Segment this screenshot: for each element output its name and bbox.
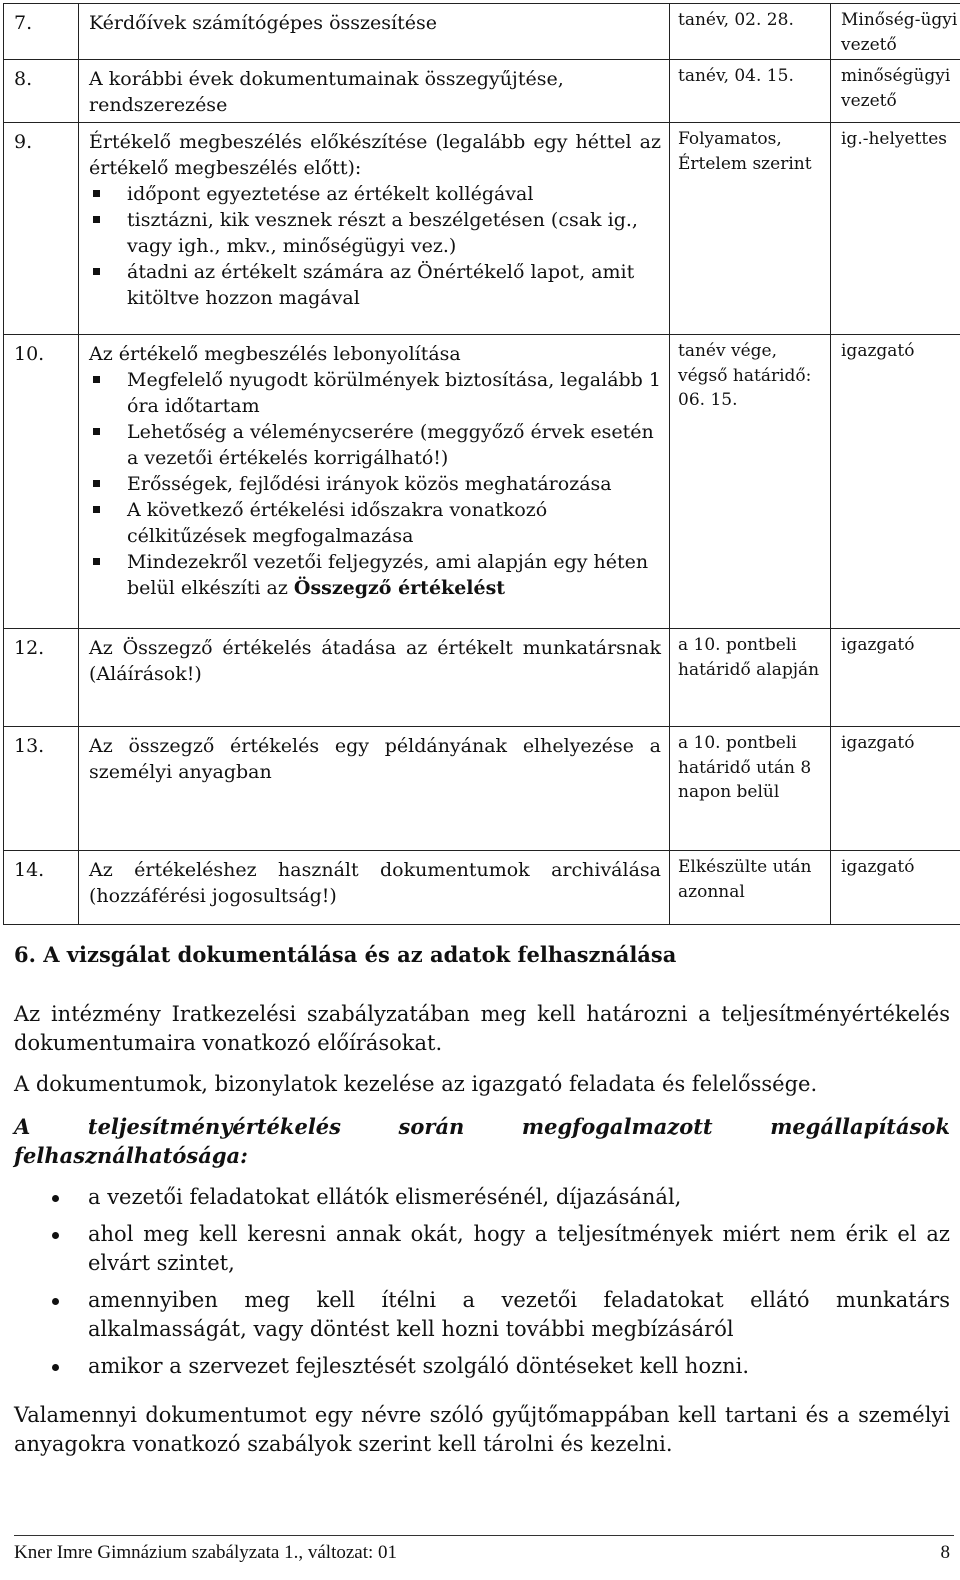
row-number: 10.: [4, 335, 79, 629]
schedule-table: [3, 3, 960, 925]
list-item: [14, 1352, 950, 1381]
list-item: [14, 1286, 950, 1344]
task-bullet-list: [89, 367, 661, 601]
list-item-text: Lehetőség a véleménycserére (meggyőző érvek esetén a vezetői értékelés korrigálható!): [127, 421, 654, 469]
table-row: [4, 4, 960, 60]
table-row: [4, 335, 960, 629]
section-heading: 6. A vizsgálat dokumentálása és az adatok felhasználása: [14, 942, 677, 967]
task-cell: A korábbi évek dokumentumainak összegyűjtése, rendszerezése: [79, 60, 670, 123]
square-bullet-icon: [93, 558, 100, 565]
bullet-icon: [52, 1195, 59, 1202]
task-cell: Az Összegző értékelés átadása az értékelt munkatársnak (Aláírások!): [79, 629, 670, 727]
emphasized-heading: A teljesítményértékelés során megfogalmazott megállapítások felhasználhatósága:: [14, 1114, 950, 1168]
usage-bullet-list: [14, 1183, 950, 1389]
responsible-cell: igazgató: [831, 851, 960, 925]
row-number: 12.: [4, 629, 79, 727]
list-item-text: amennyiben meg kell ítélni a vezetői feladatokat ellátó munkatárs alkalmasságát, vagy döntést kell hozni további megbízásáról: [88, 1288, 950, 1341]
row-number: 13.: [4, 727, 79, 851]
list-item: [14, 1183, 950, 1212]
list-item-text: időpont egyeztetése az értékelt kollégával: [127, 183, 534, 205]
list-item-text: Megfelelő nyugodt körülmények biztosítása, legalább 1 óra időtartam: [127, 369, 661, 417]
footer-divider: [14, 1535, 954, 1536]
row-number: 9.: [4, 123, 79, 335]
task-cell: Kérdőívek számítógépes összesítése: [79, 4, 670, 60]
responsible-cell: igazgató: [831, 727, 960, 851]
list-item-text: amikor a szervezet fejlesztését szolgáló döntéseket kell hozni.: [88, 1354, 750, 1378]
task-bullet-list: [89, 181, 661, 311]
table-row: [4, 851, 960, 925]
task-cell: [79, 123, 670, 335]
deadline-cell: tanév, 04. 15.: [670, 60, 831, 123]
row-number: 7.: [4, 4, 79, 60]
deadline-cell: a 10. pontbeli határidő után 8 napon belül: [670, 727, 831, 851]
list-item: [89, 549, 661, 601]
list-item: [89, 471, 661, 497]
task-cell: [79, 335, 670, 629]
deadline-cell: tanév, 02. 28.: [670, 4, 831, 60]
task-text: Az értékelő megbeszélés lebonyolítása: [89, 343, 461, 365]
deadline-cell: Elkészülte után azonnal: [670, 851, 831, 925]
list-item-text: A következő értékelési időszakra vonatkozó célkitűzések megfogalmazása: [127, 499, 548, 547]
table-row: [4, 60, 960, 123]
list-item-text: tisztázni, kik vesznek részt a beszélgetésen (csak ig., vagy igh., mkv., minőségügyi vez.): [127, 209, 638, 257]
responsible-cell: igazgató: [831, 629, 960, 727]
row-number: 8.: [4, 60, 79, 123]
deadline-cell: Folyamatos, Értelem szerint: [670, 123, 831, 335]
list-item: [89, 181, 661, 207]
page-number: 8: [940, 1542, 950, 1563]
list-item-text: átadni az értékelt számára az Önértékelő lapot, amit kitöltve hozzon magával: [127, 261, 635, 309]
list-item-text: a vezetői feladatokat ellátók elismerésénél, díjazásánál,: [88, 1185, 682, 1209]
table-row: [4, 123, 960, 335]
square-bullet-icon: [93, 268, 100, 275]
square-bullet-icon: [93, 480, 100, 487]
square-bullet-icon: [93, 216, 100, 223]
list-item: [89, 367, 661, 419]
bullet-icon: [52, 1364, 59, 1371]
list-item: [89, 419, 661, 471]
summary-evaluation-emphasis: Összegző értékelést: [293, 577, 506, 599]
square-bullet-icon: [93, 506, 100, 513]
table-row: [4, 629, 960, 727]
paragraph: Valamennyi dokumentumot egy névre szóló gyűjtőmappában kell tartani és a személyi anyagokra vonatkozó szabályok szerint kell tárolni és kezelni.: [14, 1403, 950, 1456]
list-item-text: Erősségek, fejlődési irányok közös meghatározása: [127, 473, 612, 495]
task-cell: Az értékeléshez használt dokumentumok archiválása (hozzáférési jogosultság!): [79, 851, 670, 925]
list-item: [89, 259, 661, 311]
row-number: 14.: [4, 851, 79, 925]
bullet-icon: [52, 1298, 59, 1305]
footer-text: Kner Imre Gimnázium szabályzata 1., változat: 01: [14, 1542, 398, 1563]
list-item-text: Mindezekről vezetői feljegyzés, ami alapján egy héten belül elkészíti az: [127, 551, 649, 599]
list-item: [14, 1220, 950, 1278]
paragraph: Az intézmény Iratkezelési szabályzatában meg kell határozni a teljesítményértékelés dokumentumaira vonatkozó előírásokat.: [14, 1002, 950, 1055]
bullet-icon: [52, 1232, 59, 1239]
responsible-cell: Minőség-ügyi vezető: [831, 4, 960, 60]
task-cell: Az összegző értékelés egy példányának elhelyezése a személyi anyagban: [79, 727, 670, 851]
deadline-cell: a 10. pontbeli határidő alapján: [670, 629, 831, 727]
square-bullet-icon: [93, 376, 100, 383]
responsible-cell: minőségügyi vezető: [831, 60, 960, 123]
paragraph: A dokumentumok, bizonylatok kezelése az igazgató feladata és felelőssége.: [14, 1072, 818, 1096]
list-item-text: ahol meg kell keresni annak okát, hogy a teljesítmények miért nem érik el az elvárt szintet,: [88, 1222, 950, 1275]
task-text: Értékelő megbeszélés előkészítése (legalább egy héttel az értékelő megbeszélés előtt):: [89, 131, 661, 179]
responsible-cell: ig.-helyettes: [831, 123, 960, 335]
deadline-cell: tanév vége, végső határidő: 06. 15.: [670, 335, 831, 629]
responsible-cell: igazgató: [831, 335, 960, 629]
list-item: [89, 207, 661, 259]
square-bullet-icon: [93, 190, 100, 197]
square-bullet-icon: [93, 428, 100, 435]
table-row: [4, 727, 960, 851]
list-item: [89, 497, 661, 549]
